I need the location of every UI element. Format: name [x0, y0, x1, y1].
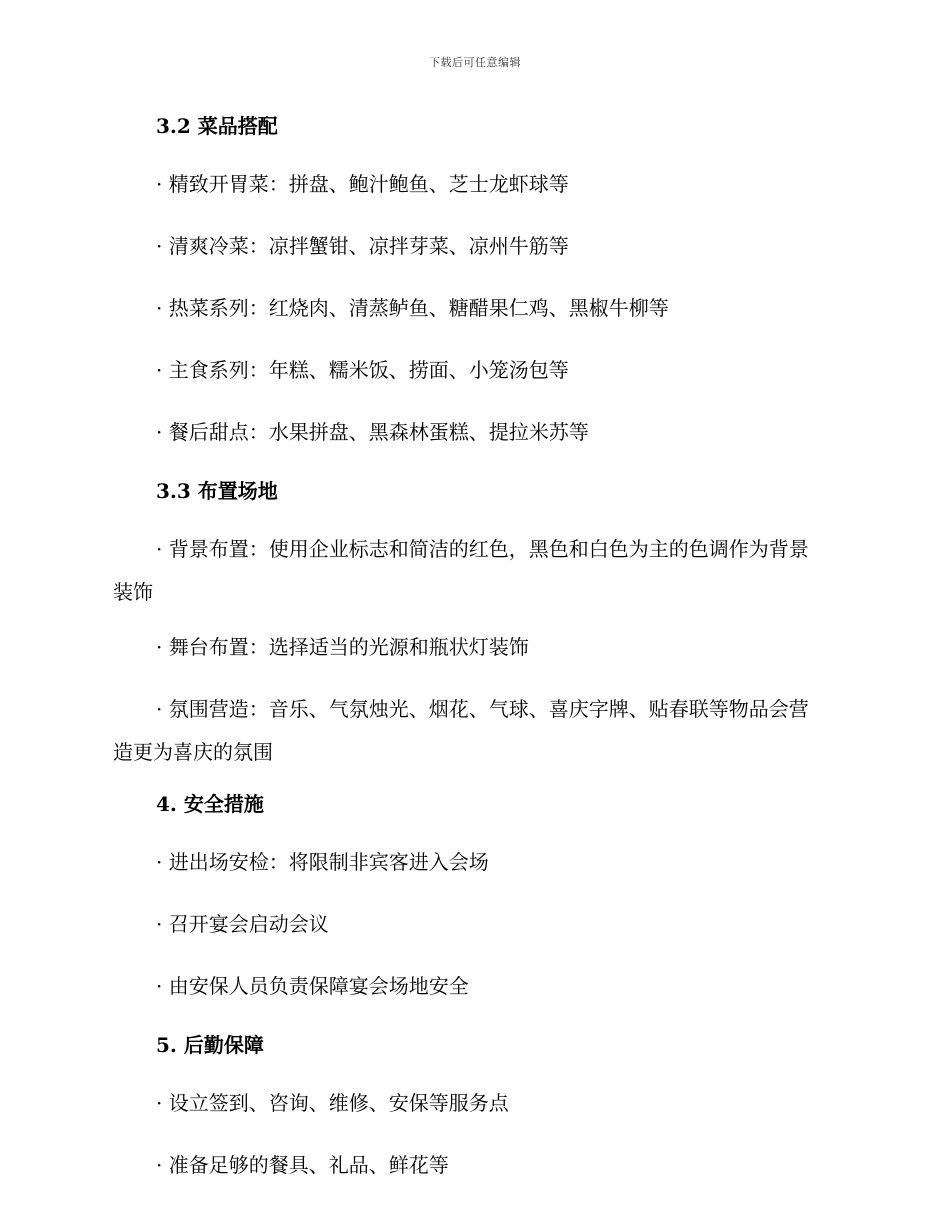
list-item: · 氛围营造：音乐、气氛烛光、烟花、气球、喜庆字牌、贴春联等物品会营造更为喜庆的氛围: [113, 697, 809, 764]
list-item: · 准备足够的餐具、礼品、鲜花等: [156, 1153, 449, 1177]
section-heading-venue: 3.3 布置场地: [156, 479, 278, 503]
list-item: · 热菜系列：红烧肉、清蒸鲈鱼、糖醋果仁鸡、黑椒牛柳等: [156, 296, 669, 320]
list-item: · 精致开胃菜：拼盘、鲍汁鲍鱼、芝士龙虾球等: [156, 172, 569, 196]
list-item: · 背景布置：使用企业标志和简洁的红色，黑色和白色为主的色调作为背景装饰: [113, 537, 809, 604]
list-item: · 进出场安检：将限制非宾客进入会场: [156, 850, 489, 874]
page-header: 下载后可任意编辑: [429, 56, 521, 69]
section-heading-logistics: 5. 后勤保障: [156, 1033, 264, 1057]
list-item: · 召开宴会启动会议: [156, 912, 329, 936]
list-item: · 设立签到、咨询、维修、安保等服务点: [156, 1091, 509, 1115]
section-heading-safety: 4. 安全措施: [156, 792, 264, 816]
section-heading-menu: 3.2 菜品搭配: [156, 114, 278, 138]
list-item: · 清爽冷菜：凉拌蟹钳、凉拌芽菜、凉州牛筋等: [156, 234, 569, 258]
document-body: [113, 108, 825, 1187]
list-item: · 舞台布置：选择适当的光源和瓶状灯装饰: [156, 635, 529, 659]
list-item: · 主食系列：年糕、糯米饭、捞面、小笼汤包等: [156, 358, 569, 382]
list-item: · 由安保人员负责保障宴会场地安全: [156, 974, 469, 998]
list-item: · 餐后甜点：水果拼盘、黑森林蛋糕、提拉米苏等: [156, 420, 589, 444]
